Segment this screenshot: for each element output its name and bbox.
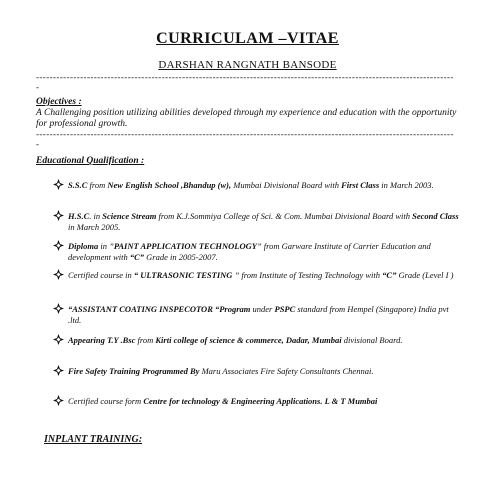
diamond-bullet-icon [53, 365, 65, 377]
diamond-bullet-icon [53, 269, 65, 281]
emphasis-text: S.S.C [68, 180, 88, 190]
separator-line-2: --------------------------------------------------------------------------------------------------------------------------- [36, 129, 454, 139]
education-item [68, 241, 463, 262]
emphasis-text: “ASSISTANT COATING INSPECOTOR “Program [68, 304, 251, 314]
item-text: divisional Board. [341, 335, 403, 345]
education-item [68, 270, 463, 281]
item-text: ” from Institute of Testing Technology with [234, 270, 383, 280]
diamond-bullet-icon [53, 334, 65, 346]
item-text: Grade in 2005-2007. [144, 251, 218, 262]
emphasis-text: PAINT APPLICATION TECHNOLOGY [113, 241, 257, 251]
item-text: from [135, 335, 156, 345]
diamond-bullet-icon [53, 303, 65, 315]
separator-tail-1: - [36, 82, 40, 92]
item-text: from [87, 180, 108, 190]
item-text: from K.J.Sommiya College of Sci. & Com. Mumbai Divisional Board with [156, 211, 413, 221]
item-text: Maru Associates Fire Safety Consultants Chennai. [199, 366, 374, 376]
objectives-heading: Objectives : [36, 97, 82, 107]
item-text: in ” [98, 241, 114, 251]
education-item [68, 366, 463, 377]
emphasis-text: First Class [341, 180, 380, 190]
diamond-bullet-icon [53, 210, 65, 222]
item-text: . in [89, 211, 103, 221]
diamond-bullet-icon [53, 395, 65, 407]
inplant-heading: INPLANT TRAINING: [44, 434, 143, 445]
item-text: Certified course form [68, 396, 144, 406]
item-text: in March 2005. [68, 221, 121, 232]
emphasis-text: H.S.C [68, 211, 90, 221]
item-text: ” from Garware Institute of Carrier Education and development with [68, 241, 431, 262]
item-text: Mumbai Divisional Board with [231, 180, 342, 190]
education-heading: Educational Qualification : [36, 156, 145, 166]
document-title: CURRICULAM –VITAE [156, 30, 339, 47]
emphasis-text: “ ULTRASONIC TESTING [133, 270, 235, 280]
diamond-bullet-icon [53, 179, 65, 191]
emphasis-text: Second Class [412, 211, 459, 221]
objectives-text: A Challenging position utilizing abilities developed through my experience and education with the opportunity for professional growth. [36, 108, 457, 129]
separator-tail-2: - [36, 139, 40, 149]
item-text: in March 2003. [379, 180, 434, 190]
emphasis-text: PSPC [274, 304, 296, 314]
emphasis-text: Science Stream [102, 211, 157, 221]
emphasis-text: New English School ,Bhandup (w), [107, 180, 232, 190]
education-item [68, 304, 463, 325]
emphasis-text: Appearing T.Y .Bsc [68, 335, 136, 345]
emphasis-text: Centre for technology & Engineering Applications. L & T Mumbai [143, 396, 378, 406]
emphasis-text: “C” [382, 270, 397, 280]
emphasis-text: “C” [129, 251, 145, 262]
separator-line-1: --------------------------------------------------------------------------------------------------------------------------- [36, 72, 454, 82]
education-item [68, 180, 463, 191]
item-text: standard from Hempel (Singapore) India pvt .ltd. [68, 304, 449, 325]
emphasis-text: Fire Safety Training Programmed By [68, 366, 200, 376]
emphasis-text: Kirti college of science & commerce, Dadar, Mumbai [155, 335, 342, 345]
emphasis-text: Diploma [68, 241, 99, 251]
education-item [68, 396, 463, 407]
item-text: Grade (Level I ) [396, 270, 454, 280]
candidate-name: DARSHAN RANGNATH BANSODE [158, 59, 337, 71]
education-item [68, 211, 463, 232]
item-text: under [250, 304, 275, 314]
item-text: Certified course in [68, 270, 134, 280]
diamond-bullet-icon [53, 240, 65, 252]
education-item [68, 335, 463, 346]
